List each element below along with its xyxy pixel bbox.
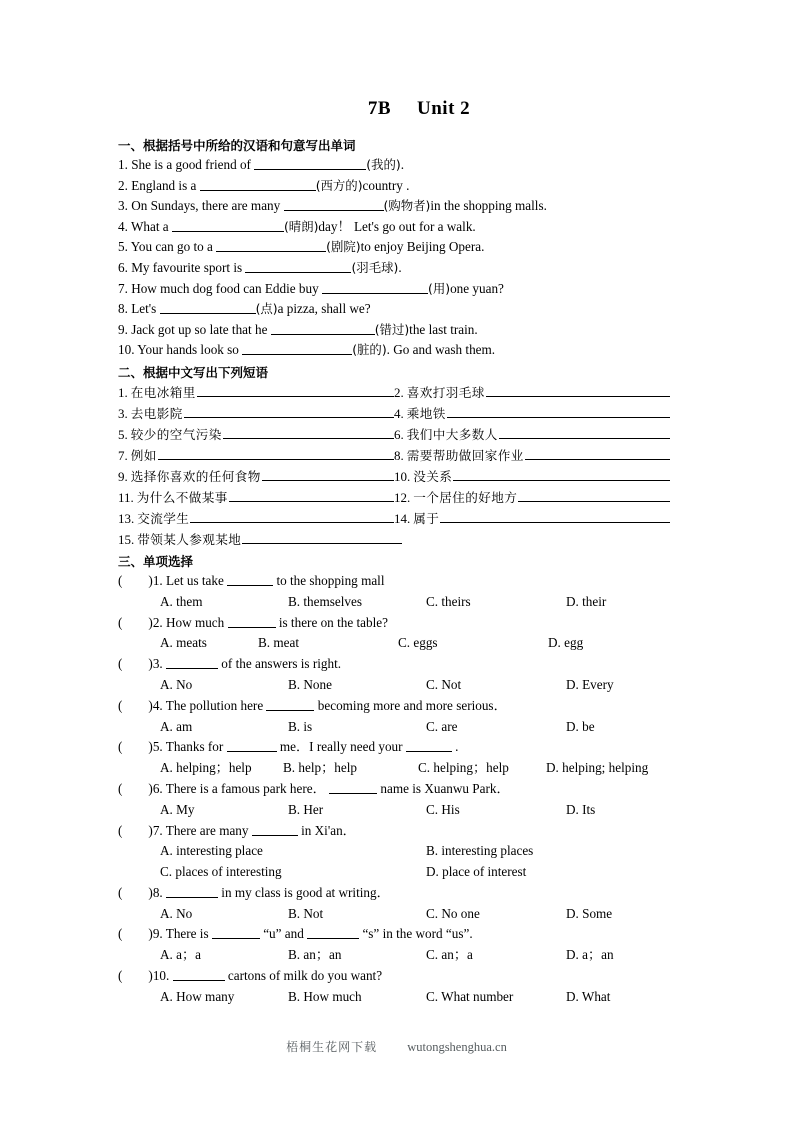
mcq-option[interactable]: D. their — [566, 593, 607, 609]
chinese-hint: (剧院) — [326, 239, 361, 255]
item-text-before: She is a good friend of — [127, 157, 255, 172]
fill-blank-item — [118, 320, 680, 341]
answer-bracket-close: ) — [148, 656, 153, 672]
worksheet-content — [118, 98, 680, 1008]
mcq-option[interactable]: C. theirs — [426, 593, 471, 609]
answer-bracket[interactable]: ( — [118, 822, 123, 838]
fill-blank-item — [118, 299, 680, 320]
mcq-option[interactable]: B. How much — [288, 988, 362, 1004]
phrase-chinese: 选择你喜欢的任何食物 — [130, 468, 261, 484]
answer-blank[interactable] — [266, 698, 314, 711]
mcq-option[interactable]: C. places of interesting — [160, 864, 282, 880]
mcq-question — [118, 737, 680, 758]
mcq-option-row — [118, 592, 680, 613]
answer-blank[interactable] — [228, 615, 276, 628]
answer-blank[interactable] — [271, 322, 375, 335]
phrase-chinese: 交流学生 — [137, 510, 190, 526]
answer-blank[interactable] — [184, 404, 394, 418]
phrase-number: 4. — [394, 405, 404, 421]
mcq-option[interactable]: A. them — [160, 593, 203, 609]
phrase-chinese: 乘地铁 — [406, 405, 446, 421]
mcq-option[interactable]: A. am — [160, 718, 193, 734]
answer-blank[interactable] — [197, 383, 394, 397]
section-3-heading: 三、单项选择 — [118, 553, 194, 569]
answer-blank[interactable] — [525, 446, 670, 460]
mcq-option-row — [118, 758, 680, 779]
phrase-row — [118, 403, 680, 424]
phrase-row — [118, 508, 680, 529]
phrase-chinese: 较少的空气污染 — [130, 426, 222, 442]
mcq-number: 9. — [152, 926, 163, 942]
mcq-option[interactable]: C. helping；help — [418, 760, 509, 776]
phrase-number: 12. — [394, 489, 411, 505]
mcq-option-row — [118, 945, 680, 966]
title-grade: 7B — [367, 98, 392, 119]
phrase-chinese: 例如 — [130, 447, 157, 463]
phrase-number: 1. — [118, 384, 128, 400]
answer-bracket-close: ) — [148, 697, 153, 713]
answer-blank[interactable] — [447, 404, 670, 418]
answer-bracket[interactable]: ( — [118, 780, 123, 796]
answer-blank[interactable] — [242, 530, 402, 544]
mcq-option[interactable]: D. Every — [566, 676, 614, 692]
page-footer — [0, 1038, 793, 1055]
section-3-questions — [118, 571, 680, 1008]
mcq-option[interactable]: B. Not — [288, 905, 324, 921]
answer-bracket[interactable]: ( — [118, 739, 123, 755]
mcq-number: 10. — [152, 968, 170, 984]
mcq-number: 8. — [152, 884, 163, 900]
phrase-chinese: 带领某人参观某地 — [137, 531, 242, 547]
mcq-option[interactable]: C. What number — [426, 988, 514, 1004]
phrase-cell — [118, 424, 394, 445]
mcq-option[interactable]: C. Not — [426, 676, 462, 692]
mcq-option[interactable]: A. a；a — [160, 947, 202, 963]
phrase-number: 13. — [118, 510, 135, 526]
answer-blank[interactable] — [440, 509, 670, 523]
phrase-row — [118, 466, 680, 487]
mcq-stem-before: There are many — [162, 822, 252, 838]
mcq-option[interactable]: A. My — [160, 801, 195, 817]
phrase-number: 10. — [394, 468, 411, 484]
section-1-heading: 一、根据括号中所给的汉语和句意写出单词 — [118, 138, 356, 153]
mcq-option[interactable]: D. place of interest — [426, 864, 527, 880]
mcq-option-row — [118, 841, 680, 862]
mcq-option[interactable]: D. Its — [566, 801, 596, 817]
item-number: 1. — [118, 157, 128, 172]
answer-blank[interactable] — [212, 926, 260, 939]
phrase-cell — [118, 487, 394, 508]
answer-blank[interactable] — [200, 178, 316, 191]
answer-bracket-close: ) — [148, 822, 153, 838]
phrase-cell — [394, 466, 670, 487]
item-number: 2. — [118, 177, 128, 193]
mcq-stem-before: How much — [162, 614, 228, 630]
page-title — [118, 98, 680, 120]
mcq-question — [118, 696, 680, 717]
answer-bracket[interactable]: ( — [118, 968, 123, 984]
mcq-option[interactable]: D. What — [566, 988, 611, 1004]
answer-bracket-close: ) — [148, 968, 153, 984]
phrase-cell — [118, 529, 458, 550]
mcq-stem-after: of the answers is right. — [218, 656, 342, 672]
answer-blank[interactable] — [160, 301, 256, 314]
phrase-number: 15. — [118, 531, 135, 547]
phrase-chinese: 一个居住的好地方 — [413, 489, 518, 505]
item-number: 3. — [118, 198, 128, 214]
answer-blank[interactable] — [229, 488, 394, 502]
mcq-option[interactable]: A. No — [160, 676, 193, 692]
phrase-chinese: 在电冰箱里 — [130, 384, 196, 400]
mcq-stem-after: in my class is good at writing． — [218, 884, 390, 900]
mcq-stem-after: in Xi'an． — [297, 822, 356, 838]
phrase-cell — [118, 403, 394, 424]
footer-site-url: wutongshenghua.cn — [407, 1040, 507, 1054]
mcq-question — [118, 821, 680, 842]
fill-blank-item — [118, 279, 680, 300]
answer-bracket[interactable]: ( — [118, 926, 123, 942]
fill-blank-item — [118, 258, 680, 279]
footer-site-name: 梧桐生花网下载 — [286, 1040, 378, 1054]
phrase-number: 2. — [394, 384, 404, 400]
answer-blank[interactable] — [499, 425, 670, 439]
answer-blank-2[interactable] — [406, 739, 452, 752]
mcq-number: 2. — [152, 614, 163, 630]
phrase-number: 14. — [394, 510, 411, 526]
answer-bracket[interactable]: ( — [118, 884, 123, 900]
chinese-hint: (西方的) — [315, 177, 363, 193]
phrase-number: 3. — [118, 405, 128, 421]
chinese-hint: (用) — [428, 280, 451, 296]
answer-bracket-close: ) — [148, 926, 153, 942]
item-text-after: . Go and wash them. — [386, 342, 496, 358]
mcq-stem-after: to the shopping mall — [273, 572, 385, 588]
fill-blank-item — [118, 237, 680, 258]
answer-blank[interactable] — [329, 781, 377, 794]
phrase-chinese: 喜欢打羽毛球 — [406, 384, 485, 400]
answer-blank[interactable] — [262, 467, 394, 481]
answer-bracket-close: ) — [148, 614, 153, 630]
fill-blank-item — [118, 340, 680, 361]
mcq-number: 1. — [152, 572, 163, 588]
mcq-option[interactable]: B. help；help — [283, 760, 357, 776]
mcq-option[interactable]: B. is — [288, 718, 313, 734]
fill-blank-item — [118, 217, 680, 238]
mcq-question — [118, 654, 680, 675]
item-text-after: to enjoy Beijing Opera. — [360, 239, 485, 255]
answer-blank[interactable] — [227, 573, 273, 586]
item-text-after: in the shopping malls. — [430, 198, 547, 214]
phrase-number: 6. — [394, 426, 404, 442]
mcq-stem-before: There is — [162, 926, 212, 942]
chinese-hint: (点) — [255, 301, 278, 317]
mcq-question — [118, 883, 680, 904]
mcq-option[interactable]: D. be — [566, 718, 595, 734]
mcq-option[interactable]: C. an；a — [426, 947, 473, 963]
phrase-row — [118, 424, 680, 445]
answer-blank[interactable] — [284, 198, 384, 211]
item-number: 9. — [118, 321, 128, 337]
phrase-number: 9. — [118, 468, 128, 484]
mcq-option[interactable]: C. eggs — [398, 635, 438, 651]
mcq-option[interactable]: B. None — [288, 676, 332, 692]
mcq-stem-after: is there on the table? — [275, 614, 388, 630]
item-text-before: How much dog food can Eddie buy — [127, 280, 323, 296]
answer-blank[interactable] — [190, 509, 394, 523]
answer-bracket-close: ) — [148, 780, 153, 796]
answer-blank-2[interactable] — [307, 926, 359, 939]
phrase-chinese: 需要帮助做回家作业 — [406, 447, 524, 463]
item-text-after: . — [400, 157, 404, 172]
phrase-number: 8. — [394, 447, 404, 463]
mcq-option[interactable]: C. are — [426, 718, 458, 734]
mcq-stem-after: cartons of milk do you want? — [224, 968, 383, 984]
answer-bracket[interactable]: ( — [118, 697, 123, 713]
answer-blank[interactable] — [245, 260, 351, 273]
answer-blank[interactable] — [322, 281, 428, 294]
item-number: 4. — [118, 218, 128, 234]
chinese-hint: (错过) — [374, 321, 410, 337]
item-text-before: My favourite sport is — [127, 259, 246, 275]
mcq-option[interactable]: A. meats — [160, 635, 207, 651]
mcq-stem-before: There is a famous park here． — [162, 780, 330, 796]
mcq-stem-before: The pollution here — [162, 697, 267, 713]
phrase-row — [118, 382, 680, 403]
phrase-cell — [394, 508, 670, 529]
answer-blank[interactable] — [453, 467, 670, 481]
answer-blank[interactable] — [254, 157, 366, 170]
phrase-cell — [118, 466, 394, 487]
item-text-before: On Sundays, there are many — [127, 198, 284, 214]
mcq-stem-after: me．I really need your — [276, 739, 403, 755]
phrase-cell — [394, 382, 670, 403]
chinese-hint: (羽毛球) — [351, 259, 399, 275]
phrase-row — [118, 529, 680, 550]
mcq-question — [118, 779, 680, 800]
answer-bracket[interactable]: ( — [118, 656, 123, 672]
item-text-after: one yuan? — [450, 280, 504, 296]
mcq-option[interactable]: B. an；an — [288, 947, 342, 963]
answer-bracket-close: ) — [148, 572, 153, 588]
mcq-option[interactable]: C. His — [426, 801, 460, 817]
item-number: 6. — [118, 259, 128, 275]
mcq-stem-after: name is Xuanwu Park． — [377, 780, 510, 796]
answer-blank[interactable] — [486, 383, 670, 397]
mcq-option[interactable]: D. helping; helping — [546, 760, 649, 776]
mcq-option-row — [118, 987, 680, 1008]
item-text-before: England is a — [127, 177, 200, 193]
fill-blank-item — [118, 196, 680, 217]
mcq-question — [118, 924, 680, 945]
mcq-option-row — [118, 800, 680, 821]
mcq-option[interactable]: A. helping；help — [160, 760, 252, 776]
mcq-option-row — [118, 904, 680, 925]
mcq-option[interactable]: A. interesting place — [160, 843, 263, 859]
phrase-cell — [118, 508, 394, 529]
mcq-option-row — [118, 633, 680, 654]
answer-blank[interactable] — [216, 239, 326, 252]
answer-blank[interactable] — [166, 656, 218, 669]
item-number: 5. — [118, 239, 128, 255]
mcq-number: 7. — [152, 822, 163, 838]
fill-blank-item — [118, 176, 680, 197]
item-text-before: Your hands look so — [134, 342, 243, 358]
item-number: 10. — [118, 342, 135, 358]
mcq-stem-tail: . — [451, 739, 459, 755]
phrase-cell — [394, 487, 670, 508]
item-text-before: What a — [127, 218, 172, 234]
answer-blank[interactable] — [518, 488, 670, 502]
phrase-chinese: 没关系 — [413, 468, 453, 484]
mcq-option-row — [118, 862, 680, 883]
title-unit: Unit 2 — [417, 98, 471, 119]
answer-blank[interactable] — [242, 342, 352, 355]
phrase-cell — [394, 403, 670, 424]
mcq-option[interactable]: A. How many — [160, 988, 235, 1004]
answer-blank[interactable] — [227, 739, 277, 752]
answer-bracket-close: ) — [148, 739, 153, 755]
phrase-chinese: 我们中大多数人 — [406, 426, 498, 442]
answer-blank[interactable] — [158, 446, 394, 460]
chinese-hint: (购物者) — [383, 198, 431, 214]
chinese-hint: (晴朗) — [283, 218, 319, 234]
phrase-chinese: 为什么不做某事 — [136, 489, 228, 505]
mcq-option[interactable]: B. themselves — [288, 593, 362, 609]
phrase-cell — [394, 424, 670, 445]
phrase-row — [118, 487, 680, 508]
phrase-row — [118, 445, 680, 466]
answer-blank[interactable] — [252, 823, 298, 836]
answer-bracket-close: ) — [148, 884, 153, 900]
section-2-heading: 二、根据中文写出下列短语 — [118, 364, 269, 380]
answer-bracket[interactable]: ( — [118, 614, 123, 630]
item-text-before: Jack got up so late that he — [127, 321, 271, 337]
mcq-stem-before: Let us take — [162, 572, 228, 588]
mcq-option-row — [118, 675, 680, 696]
mcq-number: 6. — [152, 780, 163, 796]
item-number: 8. — [118, 301, 128, 317]
item-text-before: Let's — [127, 301, 160, 317]
mcq-stem-after: “u” and — [259, 926, 304, 942]
item-text-after: a pizza, shall we? — [277, 301, 371, 317]
mcq-option[interactable]: B. meat — [258, 635, 300, 651]
answer-blank[interactable] — [223, 425, 394, 439]
item-text-after: day！ Let's go out for a walk. — [318, 218, 476, 234]
answer-bracket[interactable]: ( — [118, 572, 123, 588]
mcq-number: 5. — [152, 739, 163, 755]
chinese-hint: (脏的) — [352, 342, 387, 358]
fill-blank-item — [118, 155, 680, 176]
mcq-question — [118, 571, 680, 592]
mcq-number: 4. — [152, 697, 163, 713]
mcq-option[interactable]: B. interesting places — [426, 843, 534, 859]
mcq-option[interactable]: A. No — [160, 905, 193, 921]
item-text-after: the last train. — [409, 321, 478, 337]
mcq-question — [118, 966, 680, 987]
mcq-option[interactable]: C. No one — [426, 905, 480, 921]
mcq-option-row — [118, 717, 680, 738]
phrase-cell — [394, 445, 670, 466]
mcq-question — [118, 613, 680, 634]
section-2-rows — [118, 382, 680, 550]
mcq-number: 3. — [152, 656, 163, 672]
answer-blank[interactable] — [166, 885, 218, 898]
mcq-stem-after: becoming more and more serious． — [314, 697, 507, 713]
phrase-number: 7. — [118, 447, 128, 463]
phrase-number: 5. — [118, 426, 128, 442]
mcq-stem-before: Thanks for — [162, 739, 227, 755]
item-text-after: country . — [362, 177, 410, 193]
mcq-option[interactable]: D. Some — [566, 905, 613, 921]
item-number: 7. — [118, 280, 128, 296]
mcq-option[interactable]: D. egg — [548, 635, 584, 651]
phrase-cell — [118, 445, 394, 466]
phrase-cell — [118, 382, 394, 403]
mcq-option[interactable]: D. a；an — [566, 947, 614, 963]
mcq-stem-tail: “s” in the word “us”. — [359, 926, 473, 942]
answer-blank[interactable] — [172, 219, 284, 232]
item-text-after: . — [398, 259, 402, 275]
mcq-option[interactable]: B. Her — [288, 801, 324, 817]
chinese-hint: (我的) — [366, 157, 401, 172]
answer-blank[interactable] — [173, 968, 225, 981]
item-text-before: You can go to a — [127, 239, 217, 255]
section-1-items — [118, 155, 680, 361]
phrase-number: 11. — [118, 489, 134, 505]
phrase-chinese: 属于 — [413, 510, 440, 526]
phrase-chinese: 去电影院 — [130, 405, 183, 421]
